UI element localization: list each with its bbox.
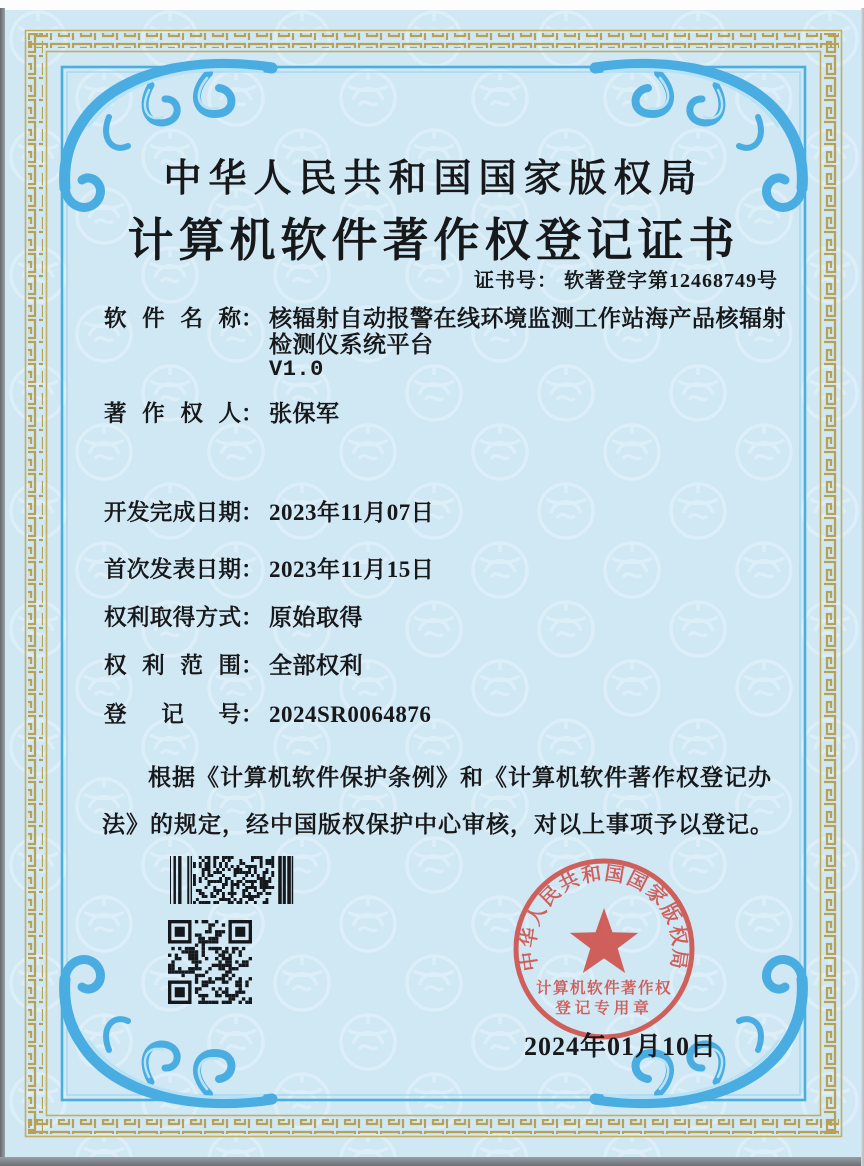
field-label: 权利取得方式 [104,605,241,630]
issue-date: 2024年01月10日 [524,1032,718,1061]
certificate-title: 计算机软件著作权登记证书 [127,215,740,266]
field-colon: ： [241,500,264,525]
issuing-authority-title: 中华人民共和国国家版权局 [163,158,704,200]
field-registration-number [104,702,797,728]
certificate-number [474,264,778,293]
field-label: 权利范围 [104,653,241,678]
field-value [269,306,797,383]
software-name-text: 核辐射自动报警在线环境监测工作站海产品核辐射检测仪系统平台 [269,306,786,357]
official-seal [506,852,702,1052]
certificate-number-label: 证书号： [474,270,558,292]
field-first-publication-date [104,557,797,583]
field-colon: ： [241,605,264,630]
field-rights-acquisition-method [104,605,797,631]
seal-ring-text: 中华人民共和国国家版权局 [518,863,690,973]
field-value: 2023年11月07日 [269,500,435,525]
certificate [5,10,862,1157]
field-colon: ： [241,557,264,582]
software-version: V1.0 [269,357,324,382]
field-value: 全部权利 [269,653,363,678]
field-development-completion-date [104,500,797,526]
barcode [170,856,298,904]
field-colon: ： [241,306,264,331]
registration-statement: 根据《计算机软件保护条例》和《计算机软件著作权登记办法》的规定，经中国版权保护中心审核，对以上事项予以登记。 [102,765,774,837]
field-value: 张保军 [269,401,340,426]
field-value: 2023年11月15日 [269,557,435,582]
field-colon: ： [241,702,264,727]
seal-text-line2: 登记专用章 [555,1000,653,1017]
certificate-number-value: 软著登字第12468749号 [564,270,778,292]
field-label: 著作权人 [104,401,241,426]
field-software-name [104,306,797,383]
field-label: 软件名称 [104,306,241,331]
field-copyright-owner [104,401,797,427]
field-label: 登记号 [104,702,241,727]
field-label: 开发完成日期 [104,500,241,525]
seal-text-line1: 计算机软件著作权 [535,980,673,997]
photo-edge-bottom [0,1157,864,1166]
field-label: 首次发表日期 [104,557,241,582]
field-colon: ： [241,401,264,426]
field-colon: ： [241,653,264,678]
field-value: 2024SR0064876 [269,702,432,727]
field-value: 原始取得 [269,605,363,630]
qr-code [168,920,252,1004]
seal-star [570,908,638,973]
photo-edge-left [0,8,5,1166]
field-rights-scope [104,653,797,679]
